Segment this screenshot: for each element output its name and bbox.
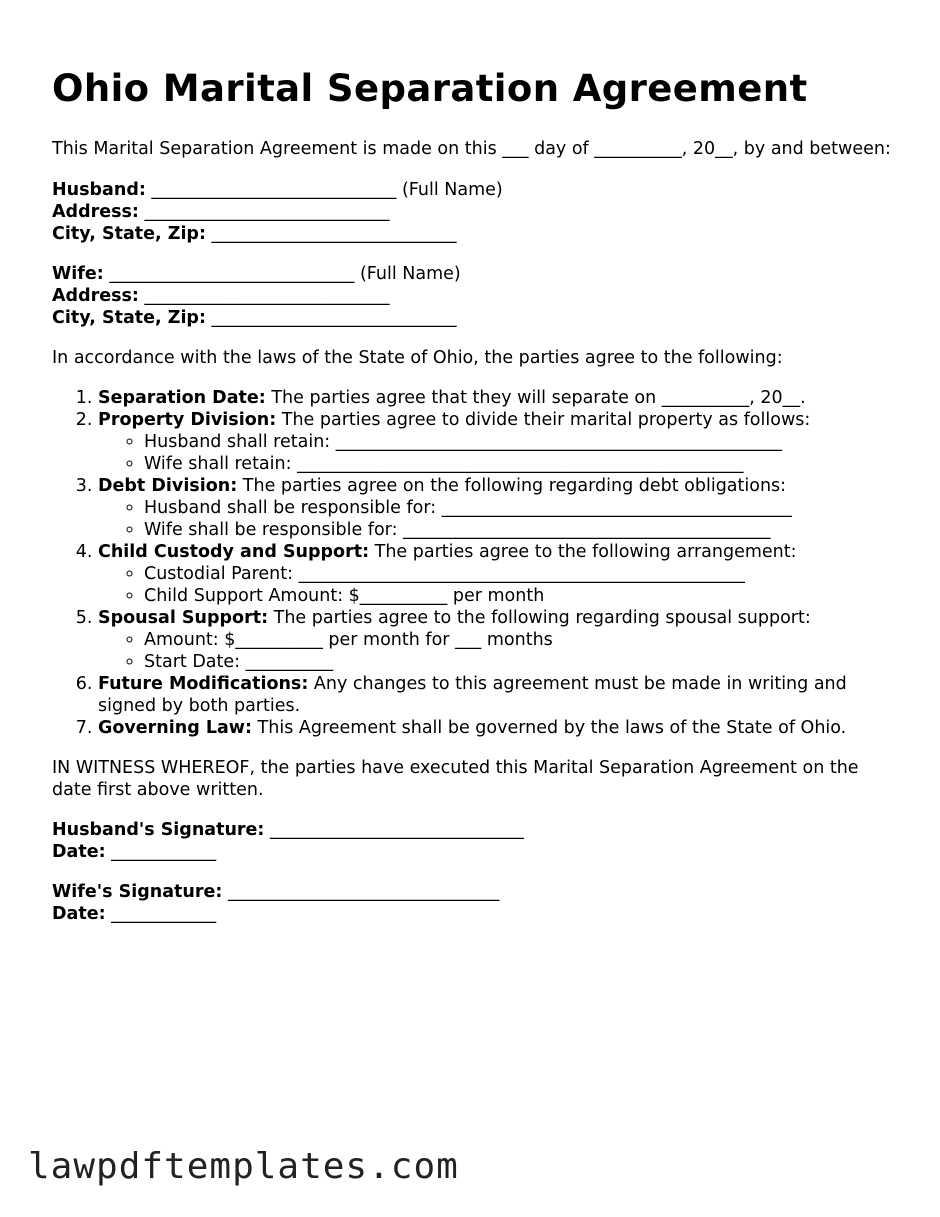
clause-property-division: [98, 409, 902, 475]
wife-signature-block: [52, 881, 902, 925]
sub-item: ◦ Husband shall retain: ___________________________________________________: [144, 431, 902, 453]
husband-city-blank: ____________________________: [211, 224, 457, 244]
husband-block: [52, 179, 902, 245]
clause-text: The parties agree to the following arrangement:: [374, 542, 797, 562]
clause-heading: Governing Law:: [98, 718, 252, 738]
clause-text: The parties agree that they will separate on __________, 20__.: [271, 388, 806, 408]
clause-separation-date: [98, 387, 902, 409]
wife-signature-line: [52, 881, 902, 903]
clause-text: The parties agree to divide their marital property as follows:: [281, 410, 811, 430]
sub-list: [98, 497, 902, 541]
clause-text: The parties agree on the following regarding debt obligations:: [242, 476, 787, 496]
husband-address-label: Address:: [52, 202, 139, 222]
document-page: [52, 66, 902, 943]
clause-heading: Future Modifications:: [98, 674, 309, 694]
sub-item: ◦ Child Support Amount: $__________ per month: [144, 585, 902, 607]
husband-signature-line: [52, 819, 902, 841]
husband-address-line: [52, 201, 902, 223]
wife-name-blank: ____________________________ (Full Name): [109, 264, 461, 284]
sub-item: ◦ Custodial Parent: ___________________________________________________: [144, 563, 902, 585]
wife-block: [52, 263, 902, 329]
clause-heading: Debt Division:: [98, 476, 238, 496]
document-title: Ohio Marital Separation Agreement: [52, 67, 808, 110]
sub-item: ◦ Husband shall be responsible for: ________________________________________: [144, 497, 902, 519]
clause-heading: Property Division:: [98, 410, 277, 430]
wife-date-label: Date:: [52, 904, 106, 924]
wife-city-line: [52, 307, 902, 329]
clause-debt-division: [98, 475, 902, 541]
sub-item: ◦ Wife shall be responsible for: __________________________________________: [144, 519, 902, 541]
clause-spousal-support: [98, 607, 902, 673]
wife-city-label: City, State, Zip:: [52, 308, 206, 328]
wife-signature-label: Wife's Signature:: [52, 882, 223, 902]
wife-date-line: [52, 903, 902, 925]
sub-item: ◦ Wife shall retain: ___________________________________________________: [144, 453, 902, 475]
husband-name-blank: ____________________________ (Full Name): [151, 180, 503, 200]
clause-heading: Separation Date:: [98, 388, 266, 408]
sub-item: ◦ Start Date: __________: [144, 651, 902, 673]
clause-future-modifications: [98, 673, 902, 717]
husband-date-line: [52, 841, 902, 863]
husband-signature-label: Husband's Signature:: [52, 820, 265, 840]
site-watermark: lawpdftemplates.com: [28, 1146, 459, 1187]
husband-name-label: Husband:: [52, 180, 146, 200]
wife-date-blank: ____________: [111, 904, 217, 924]
wife-address-blank: ____________________________: [144, 286, 390, 306]
sub-list: [98, 629, 902, 673]
husband-city-line: [52, 223, 902, 245]
wife-city-blank: ____________________________: [211, 308, 457, 328]
clause-text: Any changes to this agreement must be made in writing and signed by both parties.: [98, 674, 847, 716]
husband-signature-block: [52, 819, 902, 863]
husband-city-label: City, State, Zip:: [52, 224, 206, 244]
accordance-paragraph: In accordance with the laws of the State of Ohio, the parties agree to the following:: [52, 348, 783, 368]
husband-date-blank: ____________: [111, 842, 217, 862]
clause-heading: Child Custody and Support:: [98, 542, 370, 562]
wife-address-line: [52, 285, 902, 307]
wife-signature-blank: _______________________________: [227, 882, 500, 902]
wife-name-line: [52, 263, 902, 285]
wife-name-label: Wife:: [52, 264, 104, 284]
husband-name-line: [52, 179, 902, 201]
clause-list: [52, 387, 902, 739]
clause-governing-law: [98, 717, 902, 739]
wife-address-label: Address:: [52, 286, 139, 306]
sub-list: [98, 563, 902, 607]
clause-heading: Spousal Support:: [98, 608, 269, 628]
clause-child-custody: [98, 541, 902, 607]
intro-paragraph: This Marital Separation Agreement is made on this ___ day of __________, 20__, by and between:: [52, 139, 891, 159]
husband-date-label: Date:: [52, 842, 106, 862]
sub-item: ◦ Amount: $__________ per month for ___ months: [144, 629, 902, 651]
husband-signature-blank: _____________________________: [270, 820, 524, 840]
clause-text: This Agreement shall be governed by the laws of the State of Ohio.: [257, 718, 847, 738]
clause-text: The parties agree to the following regarding spousal support:: [273, 608, 811, 628]
husband-address-blank: ____________________________: [144, 202, 390, 222]
sub-list: [98, 431, 902, 475]
witness-paragraph: IN WITNESS WHEREOF, the parties have executed this Marital Separation Agreement on the date first above written.: [52, 758, 859, 800]
